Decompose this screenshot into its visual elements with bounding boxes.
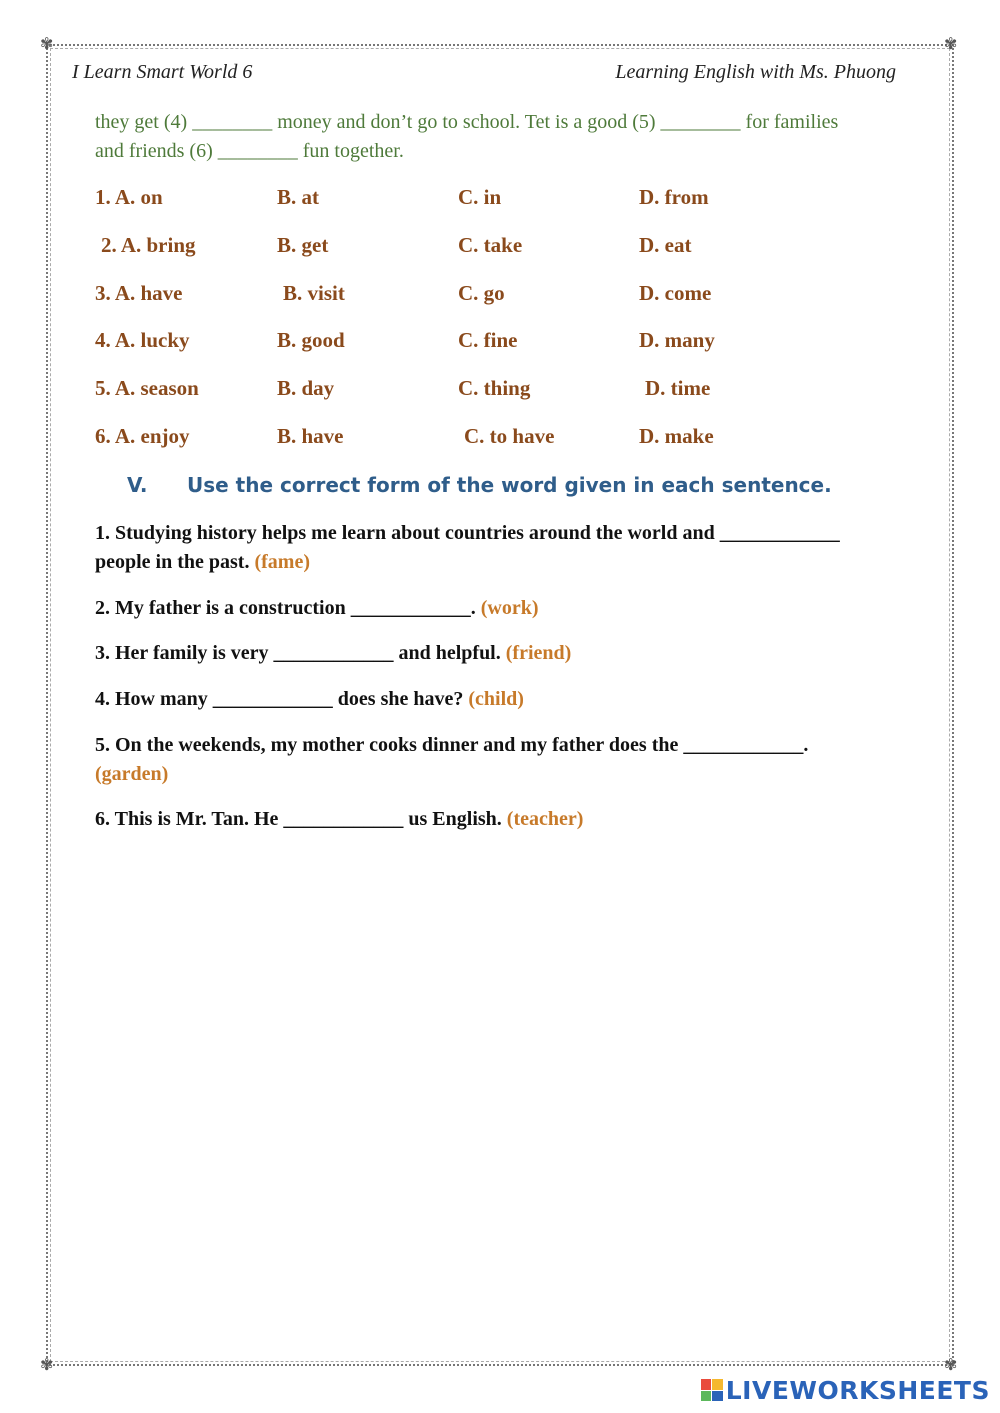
option-a[interactable]: 1. A. on [95,185,163,209]
option-c[interactable]: C. take [458,233,523,257]
choice-row [95,281,915,311]
passage-line: and friends (6) ________ fun together. [95,140,404,162]
word-hint: (garden) [95,763,169,785]
logo-text: LIVEWORKSHEETS [725,1375,990,1405]
section-heading [127,473,832,497]
header-teacher: Learning English with Ms. Phuong [615,61,896,83]
option-d[interactable]: D. many [639,328,715,352]
option-b[interactable]: B. get [277,233,329,257]
option-d[interactable]: D. make [639,424,714,448]
option-a[interactable]: 2. A. bring [101,233,196,257]
corner-ornament-icon: ✾ [944,36,958,53]
question-text: 3. Her family is very ____________ and helpful. [95,642,506,664]
choice-row [95,424,915,454]
reading-passage [95,108,925,166]
question-text: 4. How many ____________ does she have? [95,688,469,710]
question-text: 1. Studying history helps me learn about countries around the world and ____________ [95,522,840,544]
option-d[interactable]: D. time [645,376,711,400]
word-hint: (child) [468,688,524,710]
option-b[interactable]: B. visit [283,281,345,305]
corner-ornament-icon: ✾ [40,1357,54,1374]
option-b[interactable]: B. good [277,328,345,352]
choice-row [95,328,915,358]
question-3 [95,639,915,668]
passage-line: they get (4) ________ money and don’t go to school. Tet is a good (5) ________ for families [95,111,839,133]
question-5 [95,731,915,789]
question-2 [95,594,915,623]
choice-row [95,233,915,263]
question-4 [95,685,915,714]
option-a[interactable]: 4. A. lucky [95,328,190,352]
question-text: 6. This is Mr. Tan. He ____________ us English. [95,808,507,830]
option-d[interactable]: D. from [639,185,709,209]
word-hint: (work) [480,597,539,619]
option-c[interactable]: C. thing [458,376,531,400]
option-c[interactable]: C. in [458,185,502,209]
question-text: 5. On the weekends, my mother cooks dinner and my father does the ____________. [95,734,809,756]
logo-grid-icon [701,1379,723,1401]
word-hint: (friend) [505,642,572,664]
question-6 [95,805,915,834]
option-c[interactable]: C. fine [458,328,518,352]
liveworksheets-logo[interactable] [701,1375,990,1405]
choice-row [95,185,915,215]
header-book-title: I Learn Smart World 6 [72,61,253,83]
choice-row [95,376,915,406]
option-b[interactable]: B. day [277,376,335,400]
question-text: people in the past. [95,551,255,573]
word-hint: (fame) [254,551,310,573]
section-number: V. [127,473,148,497]
option-a[interactable]: 6. A. enjoy [95,424,190,448]
corner-ornament-icon: ✾ [944,1357,958,1374]
word-hint: (teacher) [506,808,584,830]
option-b[interactable]: B. have [277,424,344,448]
section-title: Use the correct form of the word given in each sentence. [187,473,832,497]
option-b[interactable]: B. at [277,185,319,209]
option-c[interactable]: C. to have [464,424,555,448]
option-a[interactable]: 3. A. have [95,281,183,305]
question-1 [95,519,915,577]
option-a[interactable]: 5. A. season [95,376,199,400]
option-d[interactable]: D. come [639,281,712,305]
option-c[interactable]: C. go [458,281,505,305]
question-text: 2. My father is a construction ____________. [95,597,481,619]
corner-ornament-icon: ✾ [40,36,54,53]
option-d[interactable]: D. eat [639,233,692,257]
